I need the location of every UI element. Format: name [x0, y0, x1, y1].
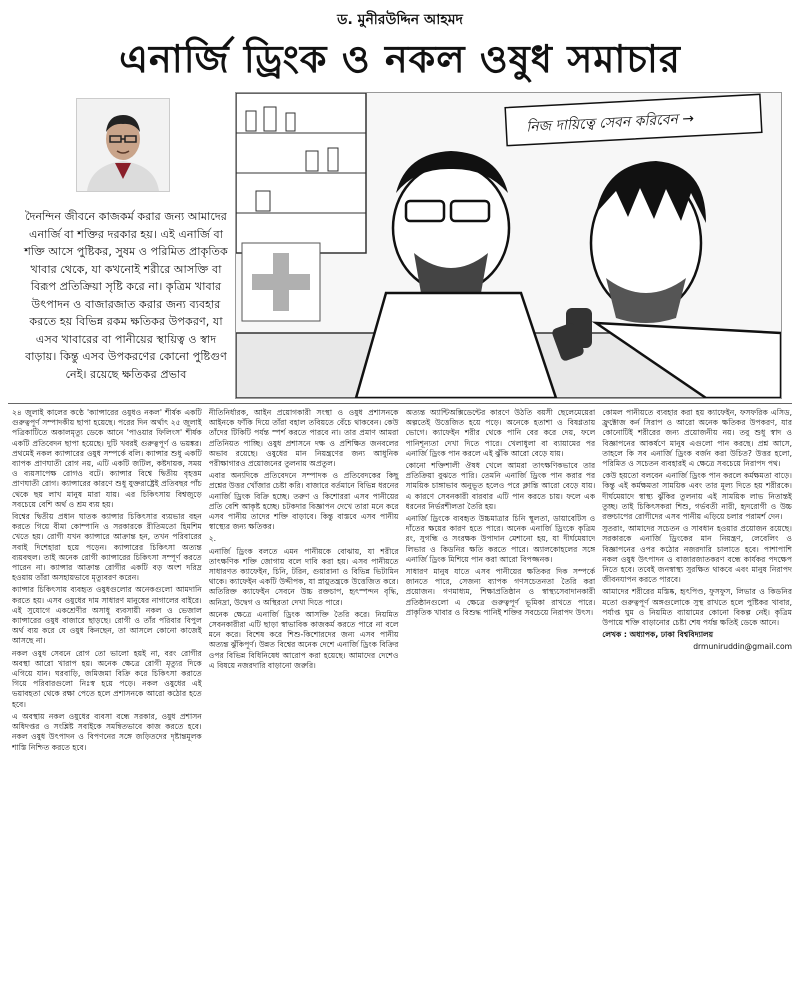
paragraph: অনেক ক্ষেত্রে এনার্জি ড্রিংক আসক্তি তৈরি করে। নিয়মিত সেবনকারীরা এটি ছাড়া স্বাভাবিক কাজকর্ম করতে পারে না বলে মনে করে। বিশেষ করে শিশু-কিশোরদের জন্য এসব পানীয় অত্যন্ত ঝুঁকিপূর্ণ। উন্নত বিশ্বের অনেক দেশে এনার্জি ড্রিংক বিক্রির ওপর বিভিন্ন বিধিনিষেধ আরোপ করা হয়েছে। আমাদের দেশেও এ বিষয়ে নজরদারি বাড়ানো জরুরি। — [208, 609, 399, 670]
author-photo — [76, 98, 170, 192]
paragraph: ক্যান্সার চিকিৎসায় ব্যবহৃত ওষুধগুলোর অনেকগুলো আমদানি করতে হয়। এসব ওষুধের দাম সাধারণ মানুষের নাগালের বাইরে। এই সুযোগে একশ্রেণীর অসাধু ব্যবসায়ী নকল ও ভেজাল ক্যান্সারের ওষুধ বাজারে ছাড়ছে। রোগী ও তাঁর পরিবার বিপুল অর্থ ব্যয় করে যে ওষুধ কিনছেন, তা আসলে কোনো কাজেই আসছে না। — [12, 585, 202, 646]
paragraph: কোমল পানীয়তে ব্যবহার করা হয় ক্যাফেইন, ফসফরিক এসিড, ফ্রুক্টোজ কর্ন সিরাপ ও আরো অনেক ক্ষতিকর উপকরণ, যার কোনোটিই শরীরের জন্য প্রয়োজনীয় নয়। তবু শুধু স্বাদ ও বিজ্ঞাপনের আকর্ষণে মানুষ এগুলো পান করছে। প্রশ্ন আসে, তাহলে কি সব এনার্জি ড্রিংক বর্জন করা উচিত? উত্তর হলো, পরিমিত ও সচেতন ব্যবহারই এ ক্ষেত্রে সবচেয়ে নিরাপদ পথ। — [602, 408, 792, 469]
author-note: লেখক : অধ্যাপক, ঢাকা বিশ্ববিদ্যালয় — [602, 630, 714, 640]
paragraph: ২৪ জুলাই কালের কণ্ঠে 'ক্যান্সারের ওষুধও নকল' শীর্ষক একটি গুরুত্বপূর্ণ সম্পাদকীয় ছাপা হয়েছে। পরের দিন অর্থাৎ ২৫ জুলাই পত্রিকাটিতে অকালমৃত্যু ডেকে আনে 'পাওয়ার ফিলিংস' শীর্ষক একটি প্রতিবেদন ছাপা হয়েছে। দুটি খবরই গুরুত্বপূর্ণ ও ভয়ঙ্কর। প্রথমেই নকল ক্যান্সারের ওষুধ সম্পর্কে বলি। ক্যান্সার শুধু একটি ব্যাপক প্রাণঘাতী রোগ নয়, এটি একটি জটিল, কষ্টদায়ক, সময় ও ব্যয়সাপেক্ষ রোগও বটে। ক্যান্সার বিশ্বে দ্বিতীয় বৃহত্তম প্রাণঘাতী রোগ। ক্যান্সারের কারণে শুধু যুক্তরাষ্ট্রেই প্রতিবছর পাঁচ থেকে ছয় লাখ মানুষ মারা যায়। এর চিকিৎসায় বিশ্বজুড়ে সবচেয়ে বেশি অর্থ ও শ্রম ব্যয় হয়। — [12, 408, 202, 509]
paragraph: এনার্জি ড্রিংকে ব্যবহৃত উচ্চমাত্রার চিনি স্থূলতা, ডায়াবেটিস ও দাঁতের ক্ষয়ের কারণ হতে পারে। অনেক এনার্জি ড্রিংকে কৃত্রিম রং, সুগন্ধি ও সংরক্ষক উপাদান মেশানো হয়, যা দীর্ঘমেয়াদে লিভার ও কিডনির ক্ষতি করতে পারে। অ্যালকোহলের সঙ্গে এনার্জি ড্রিংক মিশিয়ে পান করা আরো বিপজ্জনক। — [405, 514, 596, 564]
author-email: drmuniruddin@gmail.com — [693, 642, 792, 652]
paragraph: আমাদের শরীরের মস্তিষ্ক, হৃৎপিণ্ড, ফুসফুস, লিভার ও কিডনির মতো গুরুত্বপূর্ণ অঙ্গগুলোকে সুস্থ রাখতে হলে পুষ্টিকর খাবার, পর্যাপ্ত ঘুম ও নিয়মিত ব্যায়ামের কোনো বিকল্প নেই। কৃত্রিম উপায়ে শক্তি বাড়ানোর চেষ্টা শেষ পর্যন্ত ক্ষতিই ডেকে আনে। — [602, 587, 792, 628]
article-body — [12, 408, 792, 938]
paragraph: অত্যন্ত অ্যান্টিঅক্সিডেন্টের কারণে উঠতি বয়সী ছেলেমেয়েরা অল্পতেই উত্তেজিত হয়ে পড়ে। অনেকে হতাশা ও বিষণ্ণতায় ভোগে। ক্যাফেইন শরীর থেকে পানি বের করে দেয়, ফলে পানিশূন্যতা দেখা দিতে পারে। খেলাধুলা বা ব্যায়ামের পর এনার্জি ড্রিংক পান করলে এই ঝুঁকি আরো বেড়ে যায়। — [405, 408, 596, 458]
headline: এনার্জি ড্রিংক ও নকল ওষুধ সমাচার — [119, 37, 681, 81]
paragraph: বিশ্বের দ্বিতীয় প্রধান ঘাতক ক্যান্সার চিকিৎসার ব্যয়ভার বহন করতে গিয়ে বীমা কোম্পানি ও সরকারকে রীতিমতো হিমশিম খেতে হয়। রোগী যখন ক্যান্সারে আক্রান্ত হন, তখন পরিবারের সবাই দিশেহারা হয়ে পড়েন। ক্যান্সারের চিকিৎসা অত্যন্ত ব্যয়বহুল। তাই অনেক রোগী ক্যান্সারের চিকিৎসা সম্পূর্ণ করতে পারেন না। ক্যান্সার আক্রান্ত রোগীর একটি বড় অংশ দরিদ্র হওয়ায় তাঁরা অসহায়ভাবে মৃত্যুবরণ করেন। — [12, 512, 202, 583]
article-column-4 — [602, 408, 792, 938]
paragraph: সাধারণ মানুষ যাতে এসব পানীয়ের ক্ষতিকর দিক সম্পর্কে জানতে পারে, সেজন্য ব্যাপক গণসচেতনতা তৈরি করা প্রয়োজন। গণমাধ্যম, শিক্ষাপ্রতিষ্ঠান ও স্বাস্থ্যসেবাদানকারী প্রতিষ্ঠানগুলো এ ক্ষেত্রে গুরুত্বপূর্ণ ভূমিকা রাখতে পারে। প্রাকৃতিক খাবার ও বিশুদ্ধ পানিই শক্তির সবচেয়ে নিরাপদ উৎস। — [405, 567, 596, 617]
byline: ড. মুনীরউদ্দিন আহমদ — [337, 12, 463, 28]
paragraph: কেউ হয়তো বলবেন এনার্জি ড্রিংক পান করলে কর্মক্ষমতা বাড়ে। কিন্তু এই কর্মক্ষমতা সাময়িক এবং তার মূল্য দিতে হয় শরীরকে। দীর্ঘমেয়াদে স্বাস্থ্য ঝুঁকির তুলনায় এই সাময়িক লাভ নিতান্তই তুচ্ছ। তাই চিকিৎসকরা শিশু, গর্ভবতী নারী, হৃদরোগী ও উচ্চ রক্তচাপের রোগীদের এসব পানীয় এড়িয়ে চলার পরামর্শ দেন। — [602, 471, 792, 522]
article-column-1 — [12, 408, 202, 938]
section-divider — [8, 403, 792, 404]
cartoon-illustration — [235, 92, 782, 399]
paragraph: নকল ওষুধ সেবনে রোগ তো ভালো হয়ই না, বরং রোগীর অবস্থা আরো খারাপ হয়। অনেক ক্ষেত্রে রোগী মৃত্যুর দিকে এগিয়ে যান। ঘরবাড়ি, জমিজমা বিক্রি করে চিকিৎসা করাতে গিয়ে পরিবারগুলো নিঃস্ব হয়ে পড়ে। নকল ওষুধের এই ভয়াবহতা থেকে রক্ষা পেতে হলে প্রশাসনকে আরো কঠোর হতে হবে। — [12, 648, 202, 709]
paragraph: নীতিনির্ধারক, আইন প্রয়োগকারী সংস্থা ও ওষুধ প্রশাসনকে আইনকে ফাঁকি দিয়ে তাঁরা বহাল তবিয়তে বেঁচে থাকবেন। কেউ তাঁদের টিকিটি পর্যন্ত স্পর্শ করতে পারবে না। তার প্রমাণ আমরা প্রতিনিয়ত পাচ্ছি। ওষুধ প্রশাসনে দক্ষ ও প্রশিক্ষিত জনবলের অভাব রয়েছে। ওষুধের মান নিয়ন্ত্রণের জন্য আধুনিক পরীক্ষাগারও প্রয়োজনের তুলনায় অপ্রতুল। — [208, 408, 399, 469]
paragraph: এ অবস্থায় নকল ওষুধের ব্যবসা বন্ধে সরকার, ওষুধ প্রশাসন অধিদপ্তর ও সংশ্লিষ্ট সবাইকে সমন্বিতভাবে কাজ করতে হবে। নকল ওষুধ উৎপাদন ও বিপণনের সঙ্গে জড়িতদের দৃষ্টান্তমূলক শাস্তি নিশ্চিত করতে হবে। — [12, 711, 202, 752]
article-column-2 — [209, 408, 399, 938]
paragraph: এবার অন্যদিকে প্রতিবেদনে সম্পাদক ও প্রতিবেদকের কিছু প্রশ্নের উত্তর খোঁজার চেষ্টা করি। বাজারে বর্তমানে বিভিন্ন ধরনের এনার্জি ড্রিংক বিক্রি হচ্ছে। তরুণ ও কিশোররা এসব পানীয়ের প্রতি বেশি আকৃষ্ট হচ্ছে। চটকদার বিজ্ঞাপন দেখে তারা মনে করে এসব পানীয় তাদের শক্তি বাড়াবে। কিন্তু বাস্তবে এসব পানীয় স্বাস্থ্যের জন্য ক্ষতিকর। — [208, 471, 399, 532]
paragraph: এনার্জি ড্রিংক বলতে এমন পানীয়কে বোঝায়, যা শরীরে তাৎক্ষণিক শক্তি জোগায় বলে দাবি করা হয়। এসব পানীয়তে সাধারণত ক্যাফেইন, চিনি, টরিন, গুয়ারানা ও বিভিন্ন ভিটামিন থাকে। ক্যাফেইন একটি উদ্দীপক, যা স্নায়ুতন্ত্রকে উত্তেজিত করে। অতিরিক্ত ক্যাফেইন সেবনে উচ্চ রক্তচাপ, হৃৎস্পন্দন বৃদ্ধি, অনিদ্রা, উদ্বেগ ও অস্থিরতা দেখা দিতে পারে। — [208, 546, 399, 607]
paragraph: সুতরাং, আমাদের সচেতন ও সাবধান হওয়ার প্রয়োজন রয়েছে। সরকারকে এনার্জি ড্রিংকের মান নিয়ন্ত্রণ, লেবেলিং ও বিজ্ঞাপনের ওপর কঠোর নজরদারি চালাতে হবে। পাশাপাশি নকল ওষুধ উৎপাদন ও বাজারজাতকরণ বন্ধে কার্যকর পদক্ষেপ নিতে হবে। তবেই জনস্বাস্থ্য সুরক্ষিত থাকবে এবং মানুষ নিরাপদ জীবনযাপন করতে পারবে। — [602, 524, 792, 585]
article-column-3 — [406, 408, 596, 938]
paragraph: কোনো শক্তিশালী ঔষধ খেলে আমরা তাৎক্ষণিকভাবে তার প্রতিক্রিয়া বুঝতে পারি। তেমনি এনার্জি ড্রিংক পান করার পর সাময়িক চাঙ্গাভাব অনুভূত হলেও পরে ক্লান্তি আরো বেড়ে যায়। এ কারণে সেবনকারী বারবার এটি পান করতে চায়। ফলে এক ধরনের নির্ভরশীলতা তৈরি হয়। — [405, 461, 596, 511]
section-number: ২. — [208, 534, 217, 544]
illustration-caption: নিজ দায়িত্বে সেবন করিবেন → — [525, 110, 695, 136]
intro-paragraph: দৈনন্দিন জীবনে কাজকর্ম করার জন্য আমাদের এনার্জি বা শক্তির দরকার হয়। এই এনার্জি বা শক্তি আসে পুষ্টিকর, সুষম ও পরিমিত প্রাকৃতিক খাবার থেকে, যা কখনোই শরীরে আসক্তি বা বিরূপ প্রতিক্রিয়া সৃষ্টি করে না। কৃত্রিম খাবার উৎপাদন ও বাজারজাত করার জন্য ব্যবহার করতে হয় বিভিন্ন রকম ক্ষতিকর উপকরণ, যা এসব খাবারের বা পানীয়ের স্থায়িত্ব ও স্বাদ বাড়ায়। কিন্তু এসব উপকরণের কোনো পুষ্টিগুণ নেই। রয়েছে ক্ষতিকর প্রভাব — [24, 210, 228, 381]
